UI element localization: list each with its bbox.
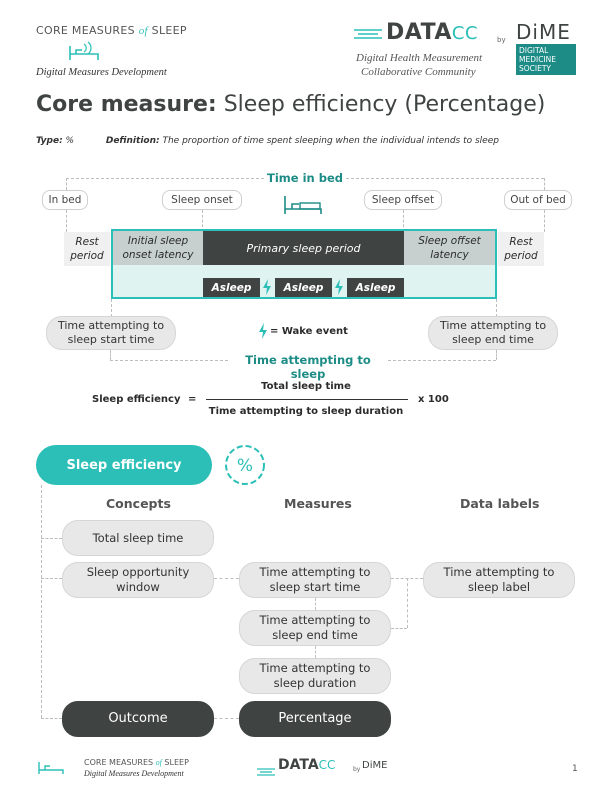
primary-sleep-block: Primary sleep period	[203, 231, 404, 265]
measure-end-time: Time attempting to sleep end time	[239, 610, 391, 646]
time-attempting-label: Time attempting to sleep	[245, 353, 371, 381]
start-time-pill: Time attempting to sleep start time	[46, 316, 176, 350]
wake-event-icon	[262, 279, 272, 299]
footer-datacc: DATACC	[278, 757, 336, 773]
datacc-logo-icon	[352, 26, 384, 45]
measures-header: Measures	[284, 496, 352, 511]
page-number: 1	[572, 764, 578, 774]
sleep-efficiency-badge: Sleep efficiency	[36, 445, 212, 485]
footer-brand-sub: Digital Measures Development	[84, 769, 184, 778]
datacc-sub-1: Digital Health Measurement	[356, 52, 483, 64]
meta-line: Type: % Definition: The proportion of time spent sleeping when the individual intends to sleep	[36, 136, 499, 146]
bed-icon	[282, 192, 326, 220]
initial-latency-block: Initial sleep onset latency	[113, 231, 203, 265]
outcome-pill: Outcome	[62, 701, 214, 737]
out-of-bed-chip: Out of bed	[504, 190, 572, 210]
formula-lhs: Sleep efficiency =	[92, 394, 197, 405]
percent-glyph: %	[236, 456, 254, 476]
wake-event-icon	[334, 279, 344, 299]
sleep-offset-chip: Sleep offset	[364, 190, 442, 210]
in-bed-chip: In bed	[42, 190, 88, 210]
concept-total-sleep: Total sleep time	[62, 520, 214, 556]
offset-latency-block: Sleep offset latency	[404, 231, 495, 265]
concepts-header: Concepts	[106, 496, 171, 511]
datacc-logo: DATACC	[386, 20, 479, 45]
sleep-onset-chip: Sleep onset	[162, 190, 242, 210]
brand-subtitle: Digital Measures Development	[36, 67, 167, 78]
fraction-bar	[206, 399, 408, 400]
time-in-bed-label: Time in bed	[267, 171, 343, 185]
footer-datacc-icon	[256, 762, 276, 781]
footer-sleep-icon	[36, 758, 70, 780]
percentage-pill: Percentage	[239, 701, 391, 737]
formula-denominator: Time attempting to sleep duration	[208, 406, 404, 417]
rest-period-left: Rest period	[64, 232, 110, 266]
wake-event-legend: = Wake event	[258, 323, 348, 339]
dime-logo: DiME DIGITAL MEDICINE SOCIETY	[516, 20, 576, 76]
datacc-sub-2: Collaborative Community	[361, 66, 476, 78]
asleep-segment-2: Asleep	[275, 278, 332, 297]
footer-by: by	[353, 766, 361, 773]
wake-event-icon	[258, 323, 268, 339]
data-label-pill: Time attempting to sleep label	[423, 562, 575, 598]
brand-title: CORE MEASURES	[36, 24, 135, 37]
formula-numerator: Total sleep time	[261, 381, 351, 392]
page-title: Core measure: Sleep efficiency (Percentage)	[36, 92, 546, 117]
end-time-pill: Time attempting to sleep end time	[428, 316, 558, 350]
measure-start-time: Time attempting to sleep start time	[239, 562, 391, 598]
footer-dime: DiME	[362, 760, 388, 771]
rest-period-right: Rest period	[498, 232, 544, 266]
sleep-logo-icon	[66, 40, 106, 62]
concept-sleep-opportunity: Sleep opportunity window	[62, 562, 214, 598]
formula-multiplier: x 100	[418, 394, 449, 405]
asleep-segment-3: Asleep	[347, 278, 404, 297]
dime-text-block: DIGITAL MEDICINE SOCIETY	[516, 44, 576, 75]
footer-brand: CORE MEASURES of SLEEP	[84, 758, 189, 767]
asleep-segment-1: Asleep	[203, 278, 260, 297]
by-text: by	[497, 36, 506, 44]
measure-duration: Time attempting to sleep duration	[239, 658, 391, 694]
percent-icon	[224, 444, 266, 486]
data-labels-header: Data labels	[460, 496, 540, 511]
